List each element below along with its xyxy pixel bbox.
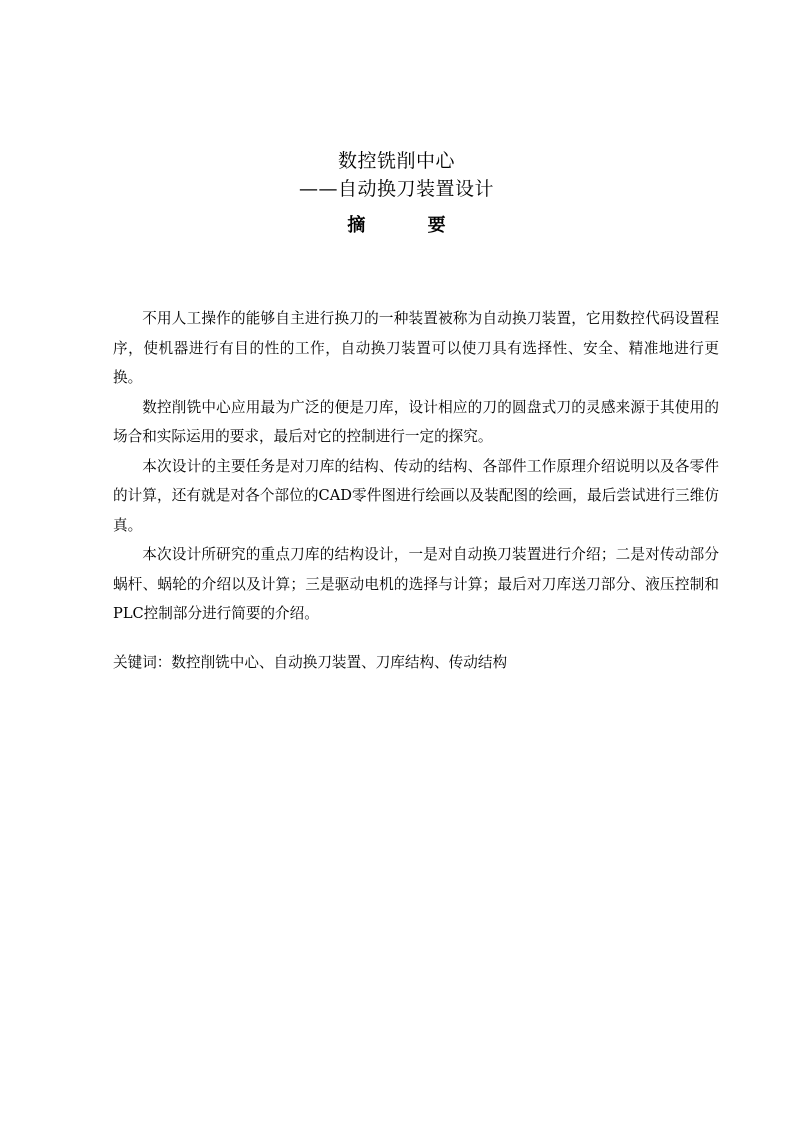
document-title: 数控铣削中心 [337, 150, 455, 172]
abstract-heading: 摘 要 [347, 215, 474, 236]
abstract-body [113, 304, 719, 629]
abstract-paragraph-3: 本次设计的主要任务是对刀库的结构、传动的结构、各部件工作原理介绍说明以及各零件的计算，还有就是对各个部位的CAD零件图进行绘画以及装配图的绘画，最后尝试进行三维仿真。 [113, 457, 719, 534]
abstract-paragraph-4: 本次设计所研究的重点刀库的结构设计，一是对自动换刀装置进行介绍；二是对传动部分蜗杆、蜗轮的介绍以及计算；三是驱动电机的选择与计算；最后对刀库送刀部分、液压控制和PLC控制部分进行简要的介绍。 [113, 546, 719, 622]
keywords-line: 关键词：数控削铣中心、自动换刀装置、刀库结构、传动结构 [113, 654, 508, 671]
document-subtitle: ——自动换刀装置设计 [298, 178, 494, 200]
abstract-paragraph-1: 不用人工操作的能够自主进行换刀的一种装置被称为自动换刀装置，它用数控代码设置程序，使机器进行有目的性的工作，自动换刀装置可以使刀具有选择性、安全、精准地进行更换。 [113, 310, 719, 386]
abstract-paragraph-2: 数控削铣中心应用最为广泛的便是刀库，设计相应的刀的圆盘式刀的灵感来源于其使用的场合和实际运用的要求，最后对它的控制进行一定的探究。 [113, 398, 719, 445]
